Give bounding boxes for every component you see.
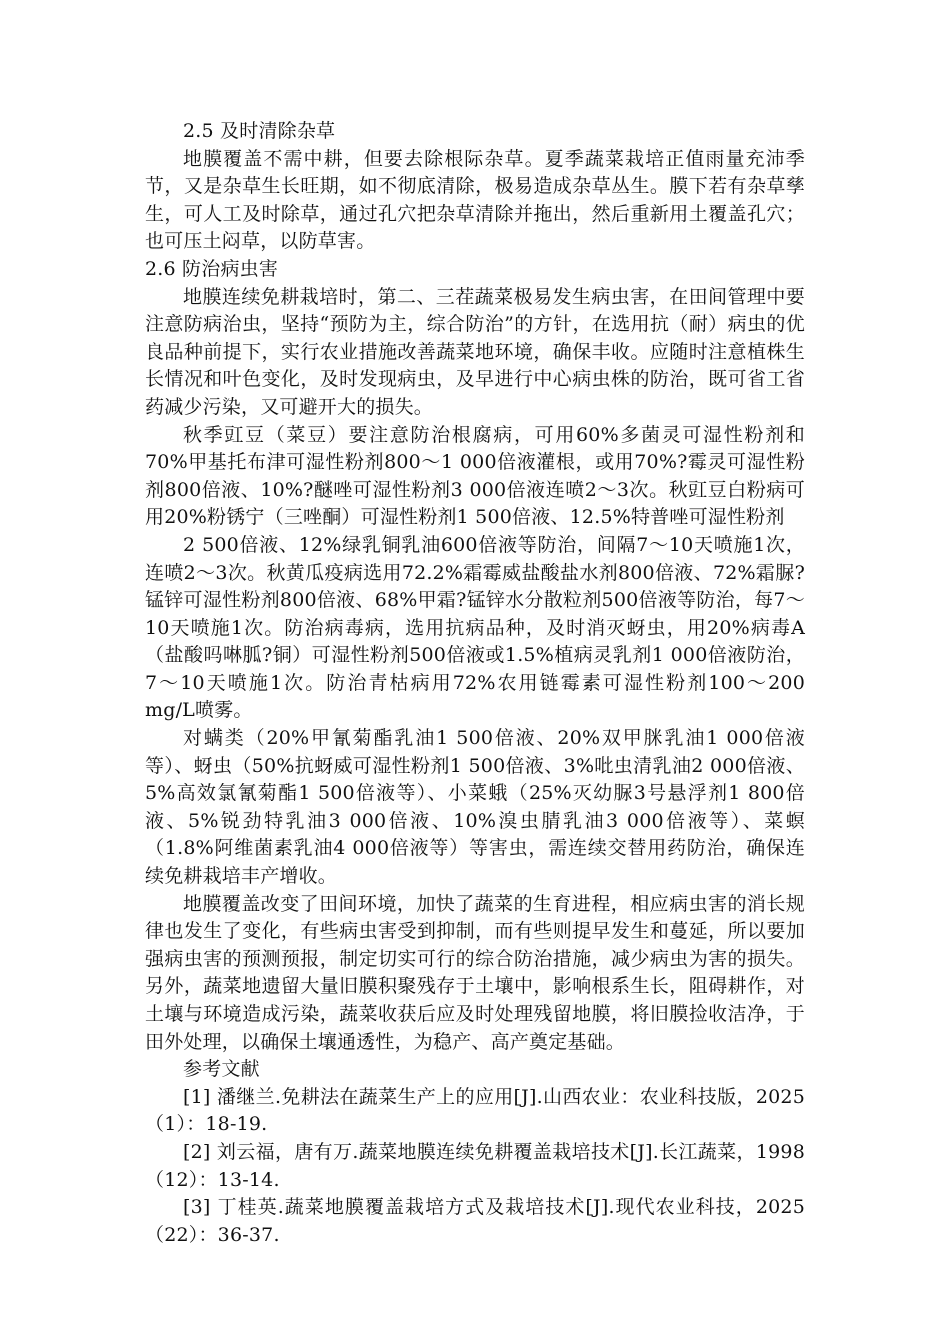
references-heading: 参考文献 (183, 1058, 260, 1081)
reference-item: [3] 丁桂英.蔬菜地膜覆盖栽培方式及栽培技术[J].现代农业科技，2025（22）：36-37. (145, 1196, 805, 1246)
paragraph: 秋季豇豆（菜豆）要注意防治根腐病，可用60%多菌灵可湿性粉剂和70%甲基托布津可湿性粉剂800～1 000倍液灌根，或用70%?霉灵可湿性粉剂800倍液、10%?醚唑可湿性粉剂3 000倍液连喷2～3次。秋豇豆白粉病可用20%粉锈宁（三唑酮）可湿性粉剂1 500倍液、12.5%特普唑可湿性粉剂 (145, 423, 805, 529)
section-heading-2-6: 2.6 防治病虫害 (145, 257, 279, 280)
paragraph: 地膜覆盖不需中耕，但要去除根际杂草。夏季蔬菜栽培正值雨量充沛季节，又是杂草生长旺期，如不彻底清除，极易造成杂草丛生。膜下若有杂草孳生，可人工及时除草，通过孔穴把杂草清除并拖出，然后重新用土覆盖孔穴；也可压土闷草，以防草害。 (145, 147, 805, 253)
reference-item: [2] 刘云福，唐有万.蔬菜地膜连续免耕覆盖栽培技术[J].长江蔬菜，1998（12）：13-14. (145, 1140, 805, 1191)
reference-item: [1] 潘继兰.免耕法在蔬菜生产上的应用[J].山西农业：农业科技版，2025（1）：18-19. (145, 1085, 805, 1136)
paragraph: 对螨类（20%甲氰菊酯乳油1 500倍液、20%双甲脒乳油1 000倍液等）、蚜虫（50%抗蚜威可湿性粉剂1 500倍液、3%吡虫清乳油2 000倍液、5%高效氯氰菊酯1 500倍液等）、小菜蛾（25%灭幼脲3号悬浮剂1 800倍液、5%锐劲特乳油3 000倍液、10%溴虫腈乳油3 000倍液等）、菜螟（1.8%阿维菌素乳油4 000倍液等）等害虫，需连续交替用药防治，确保连续免耕栽培丰产增收。 (145, 727, 805, 888)
document-page (145, 118, 805, 1249)
paragraph: 2 500倍液、12%绿乳铜乳油600倍液等防治，间隔7～10天喷施1次，连喷2～3次。秋黄瓜疫病选用72.2%霜霉威盐酸盐水剂800倍液、72%霜脲?锰锌可湿性粉剂800倍液、68%甲霜?锰锌水分散粒剂500倍液等防治，每7～10天喷施1次。防治病毒病，选用抗病品种，及时消灭蚜虫，用20%病毒A（盐酸吗啉胍?铜）可湿性粉剂500倍液或1.5%植病灵乳剂1 000倍液防治，7～10天喷施1次。防治青枯病用72%农用链霉素可湿性粉剂100～200 mg/L喷雾。 (145, 533, 805, 722)
paragraph: 地膜覆盖改变了田间环境，加快了蔬菜的生育进程，相应病虫害的消长规律也发生了变化，有些病虫害受到抑制，而有些则提早发生和蔓延，所以要加强病虫害的预测预报，制定切实可行的综合防治措施，减少病虫为害的损失。另外，蔬菜地遗留大量旧膜积聚残存于土壤中，影响根系生长，阻碍耕作，对土壤与环境造成污染，蔬菜收获后应及时处理残留地膜，将旧膜捡收洁净，于田外处理，以确保土壤通透性，为稳产、高产奠定基础。 (145, 892, 805, 1053)
paragraph: 地膜连续免耕栽培时，第二、三茬蔬菜极易发生病虫害，在田间管理中要注意防病治虫，坚持“预防为主，综合防治”的方针，在选用抗（耐）病虫的优良品种前提下，实行农业措施改善蔬菜地环境，确保丰收。应随时注意植株生长情况和叶色变化，及时发现病虫，及早进行中心病虫株的防治，既可省工省药减少污染，又可避开大的损失。 (145, 285, 805, 418)
section-heading-2-5: 2.5 及时清除杂草 (183, 120, 336, 142)
